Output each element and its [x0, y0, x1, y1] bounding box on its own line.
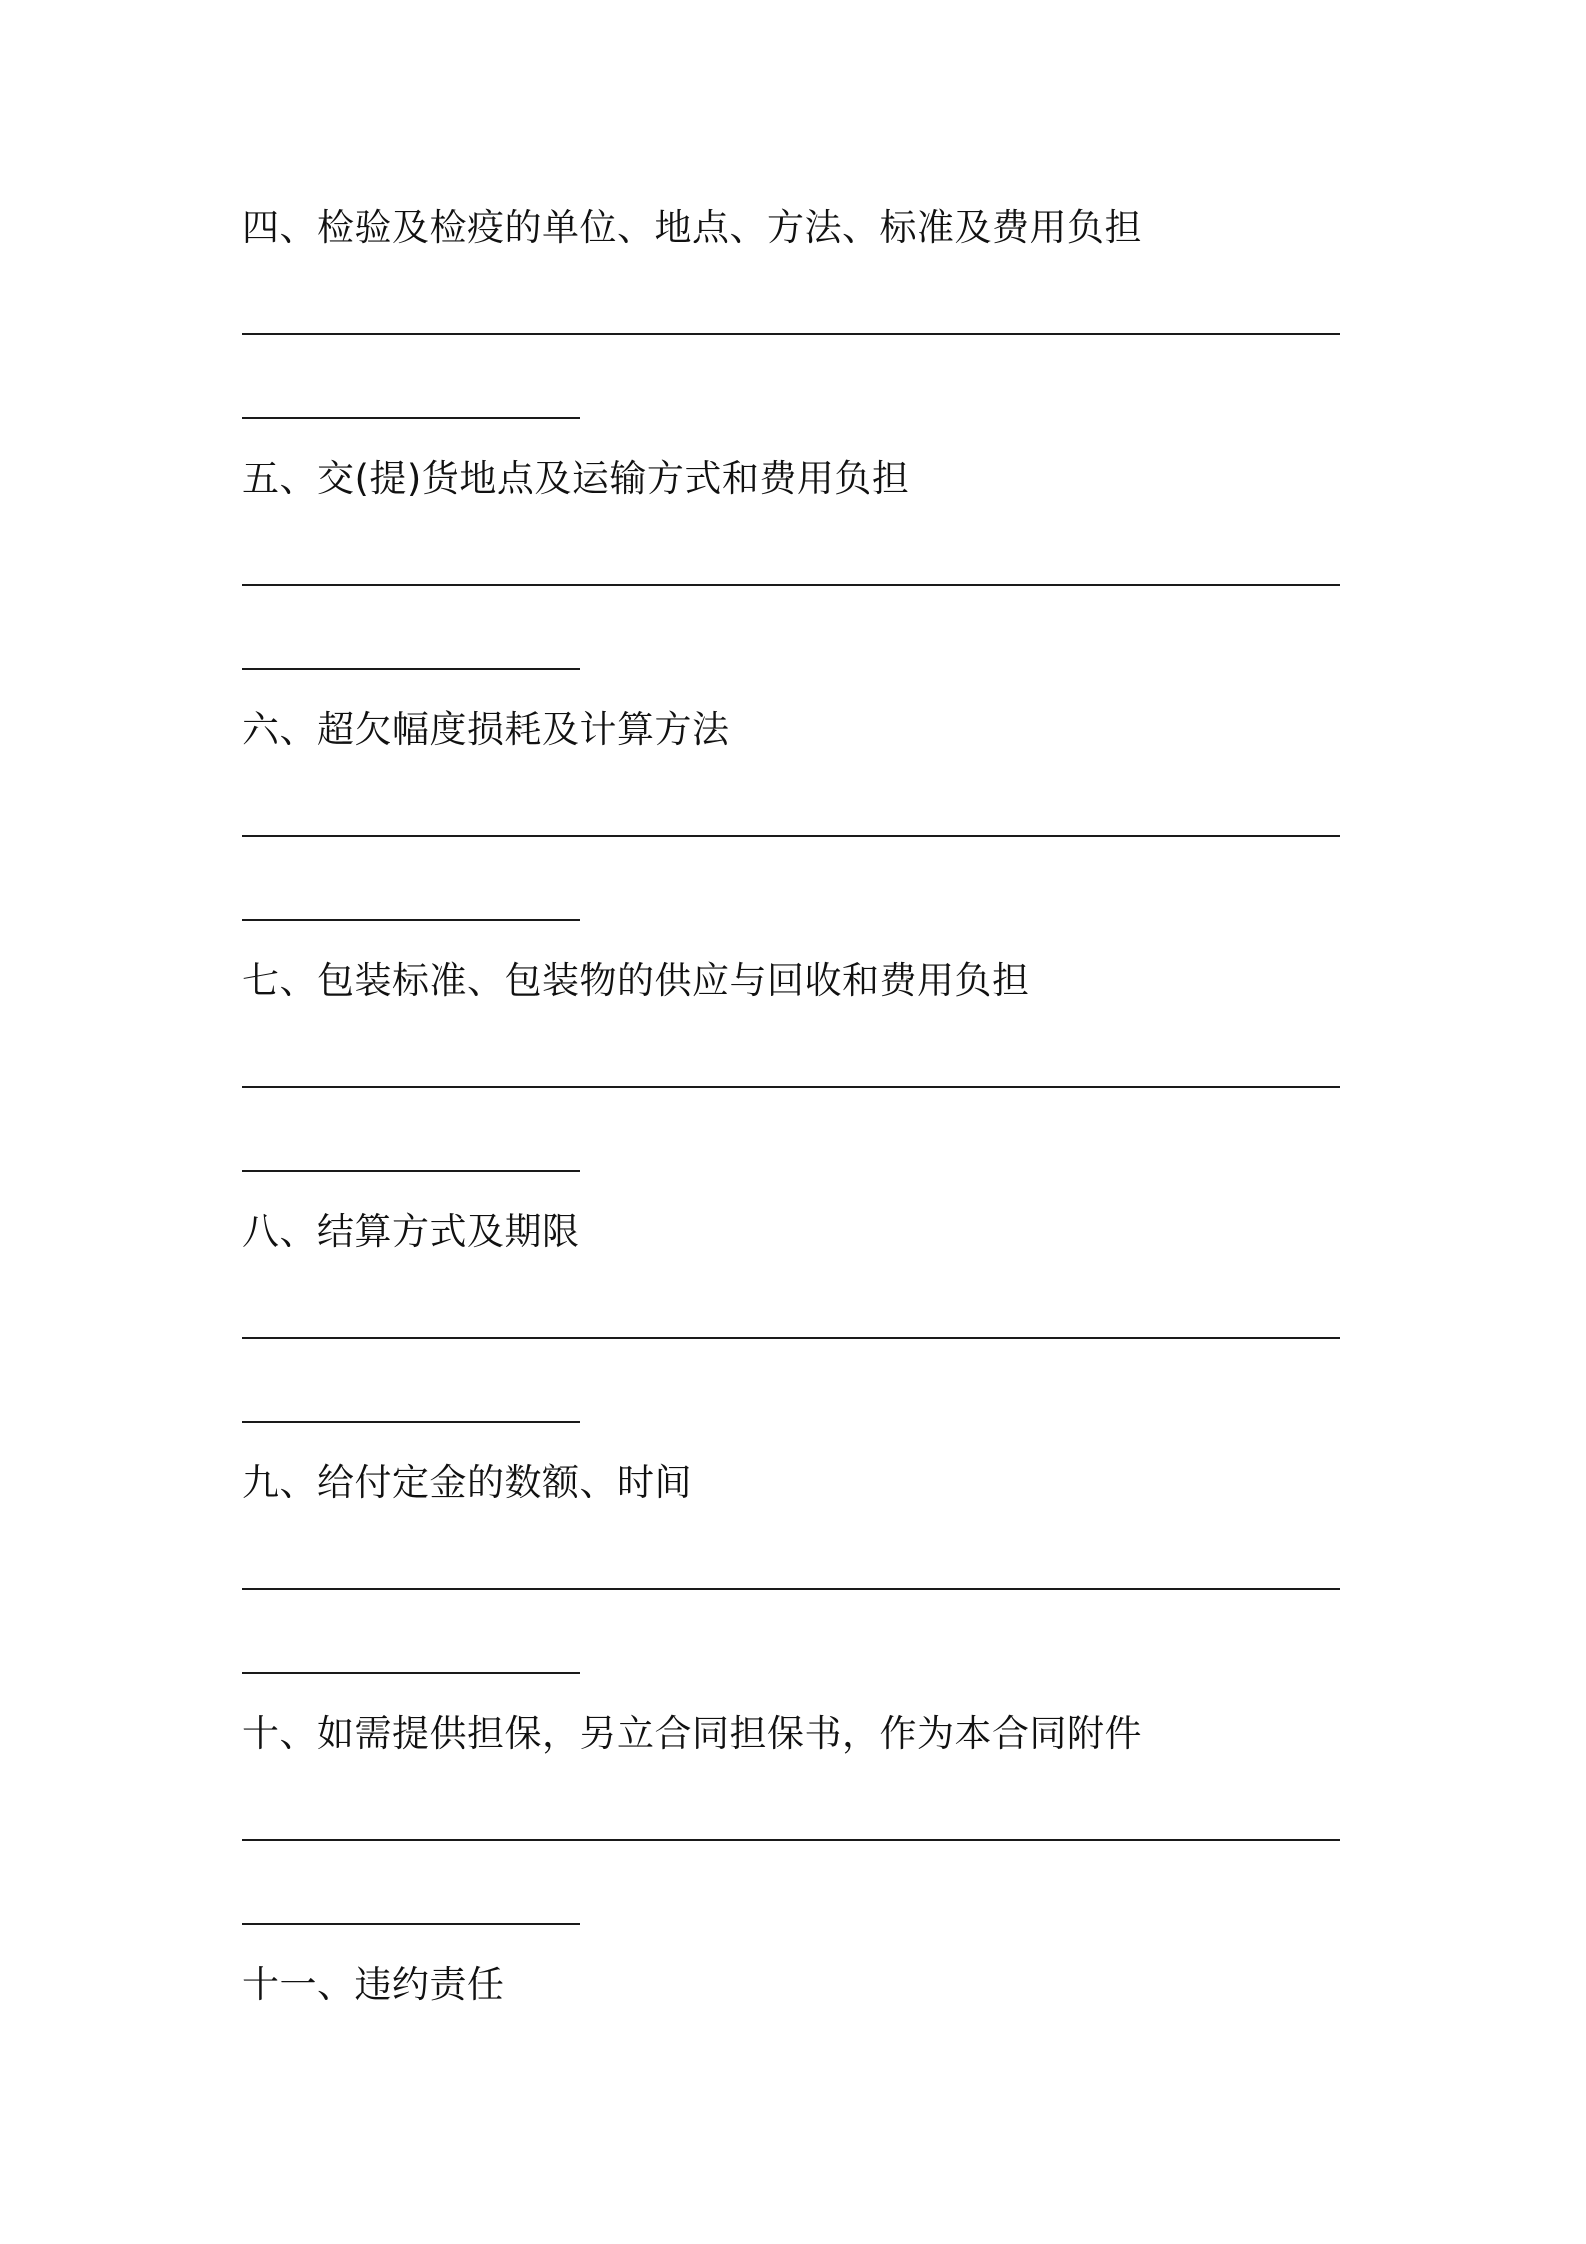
- section-heading-10: 十、如需提供担保，另立合同担保书，作为本合同附件: [242, 1712, 1142, 1755]
- section-heading-9: 九、给付定金的数额、时间: [242, 1461, 692, 1504]
- blank-line-4a: [242, 333, 1340, 335]
- blank-line-8b: [242, 1421, 580, 1423]
- blank-line-10a: [242, 1839, 1340, 1841]
- section-heading-8: 八、结算方式及期限: [242, 1210, 580, 1253]
- blank-line-7a: [242, 1086, 1340, 1088]
- blank-line-5b: [242, 668, 580, 670]
- blank-line-9b: [242, 1672, 580, 1674]
- blank-line-5a: [242, 584, 1340, 586]
- blank-line-7b: [242, 1170, 580, 1172]
- section-heading-7: 七、包装标准、包装物的供应与回收和费用负担: [242, 959, 1030, 1002]
- blank-line-6a: [242, 835, 1340, 837]
- blank-line-8a: [242, 1337, 1340, 1339]
- blank-line-9a: [242, 1588, 1340, 1590]
- section-heading-11: 十一、违约责任: [242, 1963, 505, 2006]
- blank-line-6b: [242, 919, 580, 921]
- section-heading-4: 四、检验及检疫的单位、地点、方法、标准及费用负担: [242, 206, 1142, 249]
- section-heading-5: 五、交(提)货地点及运输方式和费用负担: [242, 457, 910, 500]
- blank-line-4b: [242, 417, 580, 419]
- blank-line-10b: [242, 1923, 580, 1925]
- section-heading-6: 六、超欠幅度损耗及计算方法: [242, 708, 730, 751]
